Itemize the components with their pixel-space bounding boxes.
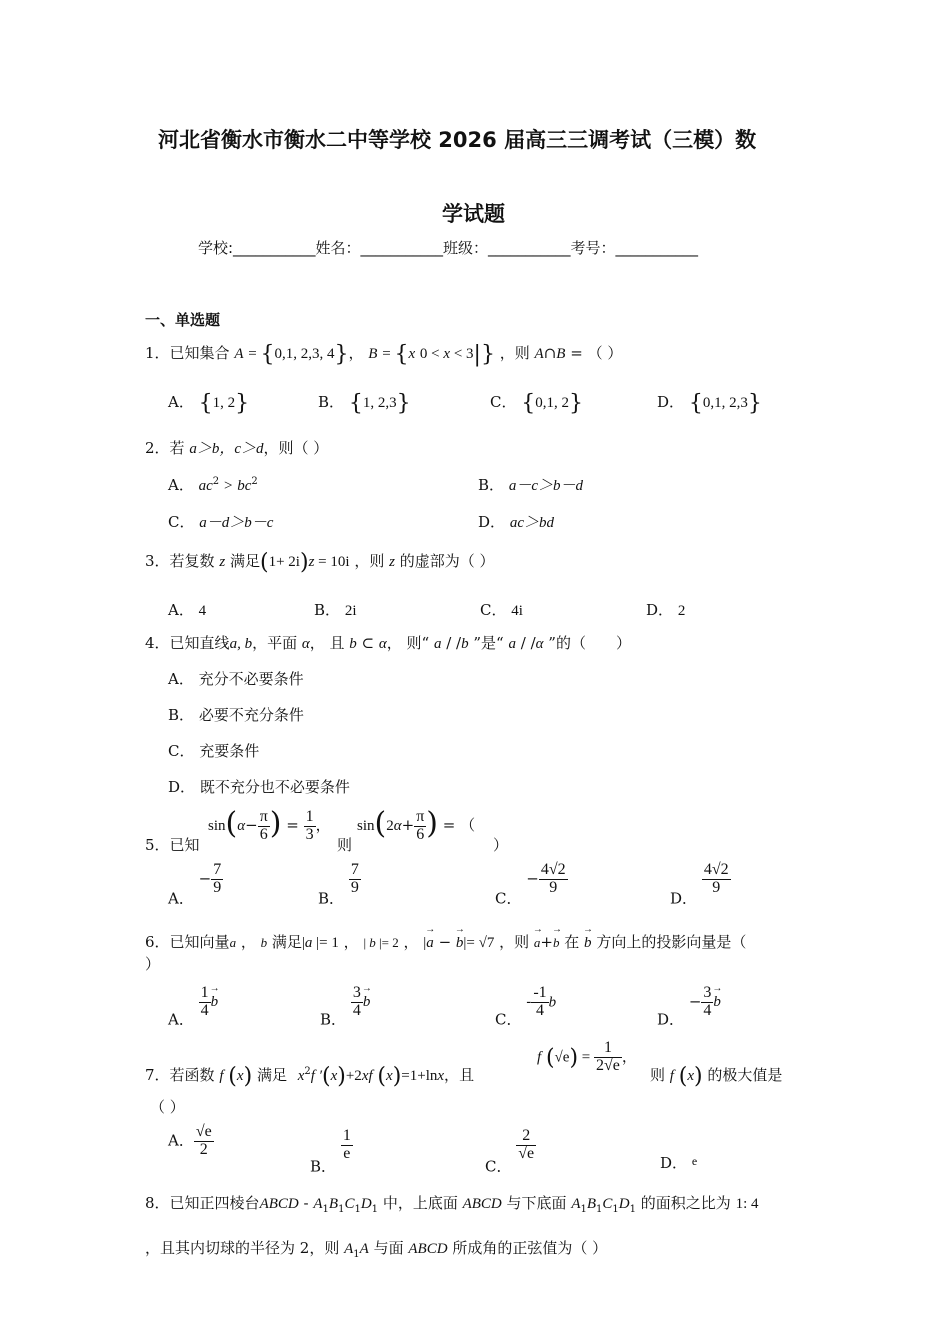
- question-5-then: 则: [337, 836, 353, 854]
- question-5-label: 5．已知: [145, 836, 200, 854]
- q3-option-a[interactable]: A． 4: [168, 601, 207, 619]
- student-info-line: 学校:___________姓名：___________班级：___________考号：___________: [198, 239, 699, 257]
- question-2: 2．若 a＞b，c＞d，则（ ）: [145, 439, 329, 457]
- q7-option-b[interactable]: B． $\frac{1}{e}$: [310, 1127, 351, 1176]
- q4-option-b[interactable]: B． 必要不充分条件: [168, 706, 304, 724]
- q6-option-d[interactable]: D． − $\frac{3}{4}$ → b: [657, 985, 721, 1029]
- q7-option-c[interactable]: C． $\frac{2}{√e}$: [485, 1127, 535, 1176]
- q6-option-c[interactable]: C． - $\frac{-1}{4}$ b: [495, 984, 557, 1029]
- question-3: 3．若复数 z 满足(1+ 2i)z = 10i ，则 z 的虚部为（ ）: [145, 550, 495, 575]
- q1-option-b[interactable]: B． {1, 2,3}: [318, 391, 411, 416]
- question-5-given: sin(α− $\frac{\pi}{6}$ ) = $\frac{1}{3}$ ，: [208, 806, 331, 843]
- q4-option-d[interactable]: D． 既不充分也不必要条件: [168, 778, 350, 796]
- question-7-end: 则 f (x) 的极大值是: [650, 1064, 783, 1089]
- q3-option-c[interactable]: C． 4i: [480, 601, 523, 619]
- q3-option-d[interactable]: D． 2: [646, 601, 686, 619]
- question-6-close: ）: [145, 955, 161, 973]
- q7-option-a[interactable]: A． $\frac{√e}{2}$: [168, 1123, 212, 1158]
- page-title-line1: 河北省衡水市衡水二中等学校 2026 届高三三调考试（三模）数: [158, 128, 757, 152]
- q2-option-b[interactable]: B． a－c＞b－d: [478, 476, 583, 494]
- q5-option-c[interactable]: C． − $\frac{4√2}{9}$: [495, 861, 566, 908]
- q1-option-c[interactable]: C． {0,1, 2}: [490, 391, 584, 416]
- question-8: 8．已知正四棱台ABCD - $A_1B_1C_1D_1$ 中，上底面 ABCD 与下底面 $A_1B_1C_1D_1$ 的面积之比为 1: 4: [145, 1194, 759, 1215]
- question-7: 7．若函数 f (x) 满足 $x^2f$ ′(x)+2xf (x)=1+lnx，且: [145, 1064, 475, 1089]
- page-title-line2: 学试题: [442, 202, 505, 226]
- q1-option-d[interactable]: D． {0,1, 2,3}: [657, 391, 762, 416]
- question-7-given: f (√e) = $\frac{1}{2√e}$ ，: [537, 1039, 637, 1074]
- q6-option-a[interactable]: A． $\frac{1}{4}$ → b: [168, 985, 218, 1029]
- q5-option-b[interactable]: B． $\frac{7}{9}$: [318, 861, 359, 908]
- q2-option-c[interactable]: C． a－d＞b－c: [168, 513, 274, 531]
- question-1: 1．已知集合 A = {0,1, 2,3, 4}， B = {x 0 < x < 3|} ，则 A∩B = （ ）: [145, 342, 623, 367]
- question-6: 6．已知向量a ， b 满足|a |= 1 ， | b |= 2 ， |→ a − → b|= √7 ，则 → a+→ b 在 → b 方向上的投影向量是（: [145, 931, 746, 952]
- q4-option-c[interactable]: C． 充要条件: [168, 742, 260, 760]
- q2-option-d[interactable]: D． ac＞bd: [478, 513, 554, 531]
- question-7-blank: （ ）: [150, 1098, 185, 1116]
- question-8-line2: ，且其内切球的半径为 2，则 $A_1A$ 与面 ABCD 所成角的正弦值为（ ）: [145, 1239, 608, 1260]
- q5-option-d[interactable]: D． $\frac{4√2}{9}$: [670, 861, 729, 908]
- section-heading: 一、单选题: [145, 311, 221, 329]
- q4-option-a[interactable]: A． 充分不必要条件: [168, 670, 304, 688]
- q5-option-a[interactable]: A． − $\frac{7}{9}$: [168, 861, 222, 908]
- q1-option-a[interactable]: A． {1, 2}: [168, 391, 250, 416]
- q7-option-d[interactable]: D． $^e$: [660, 1154, 698, 1172]
- q6-option-b[interactable]: B． $\frac{3}{4}$ → b: [320, 985, 370, 1029]
- q3-option-b[interactable]: B． 2i: [314, 601, 357, 619]
- question-5-find: sin(2α+ $\frac{\pi}{6}$ ) = （: [357, 806, 476, 843]
- question-4: 4．已知直线a, b，平面 α， 且 b ⊂ α， 则“ a / /b ”是“ a / /α ”的（ ）: [145, 634, 631, 652]
- q2-option-a[interactable]: A． $ac^2 > bc^2$: [168, 476, 258, 494]
- question-5-close: ）: [493, 836, 509, 854]
